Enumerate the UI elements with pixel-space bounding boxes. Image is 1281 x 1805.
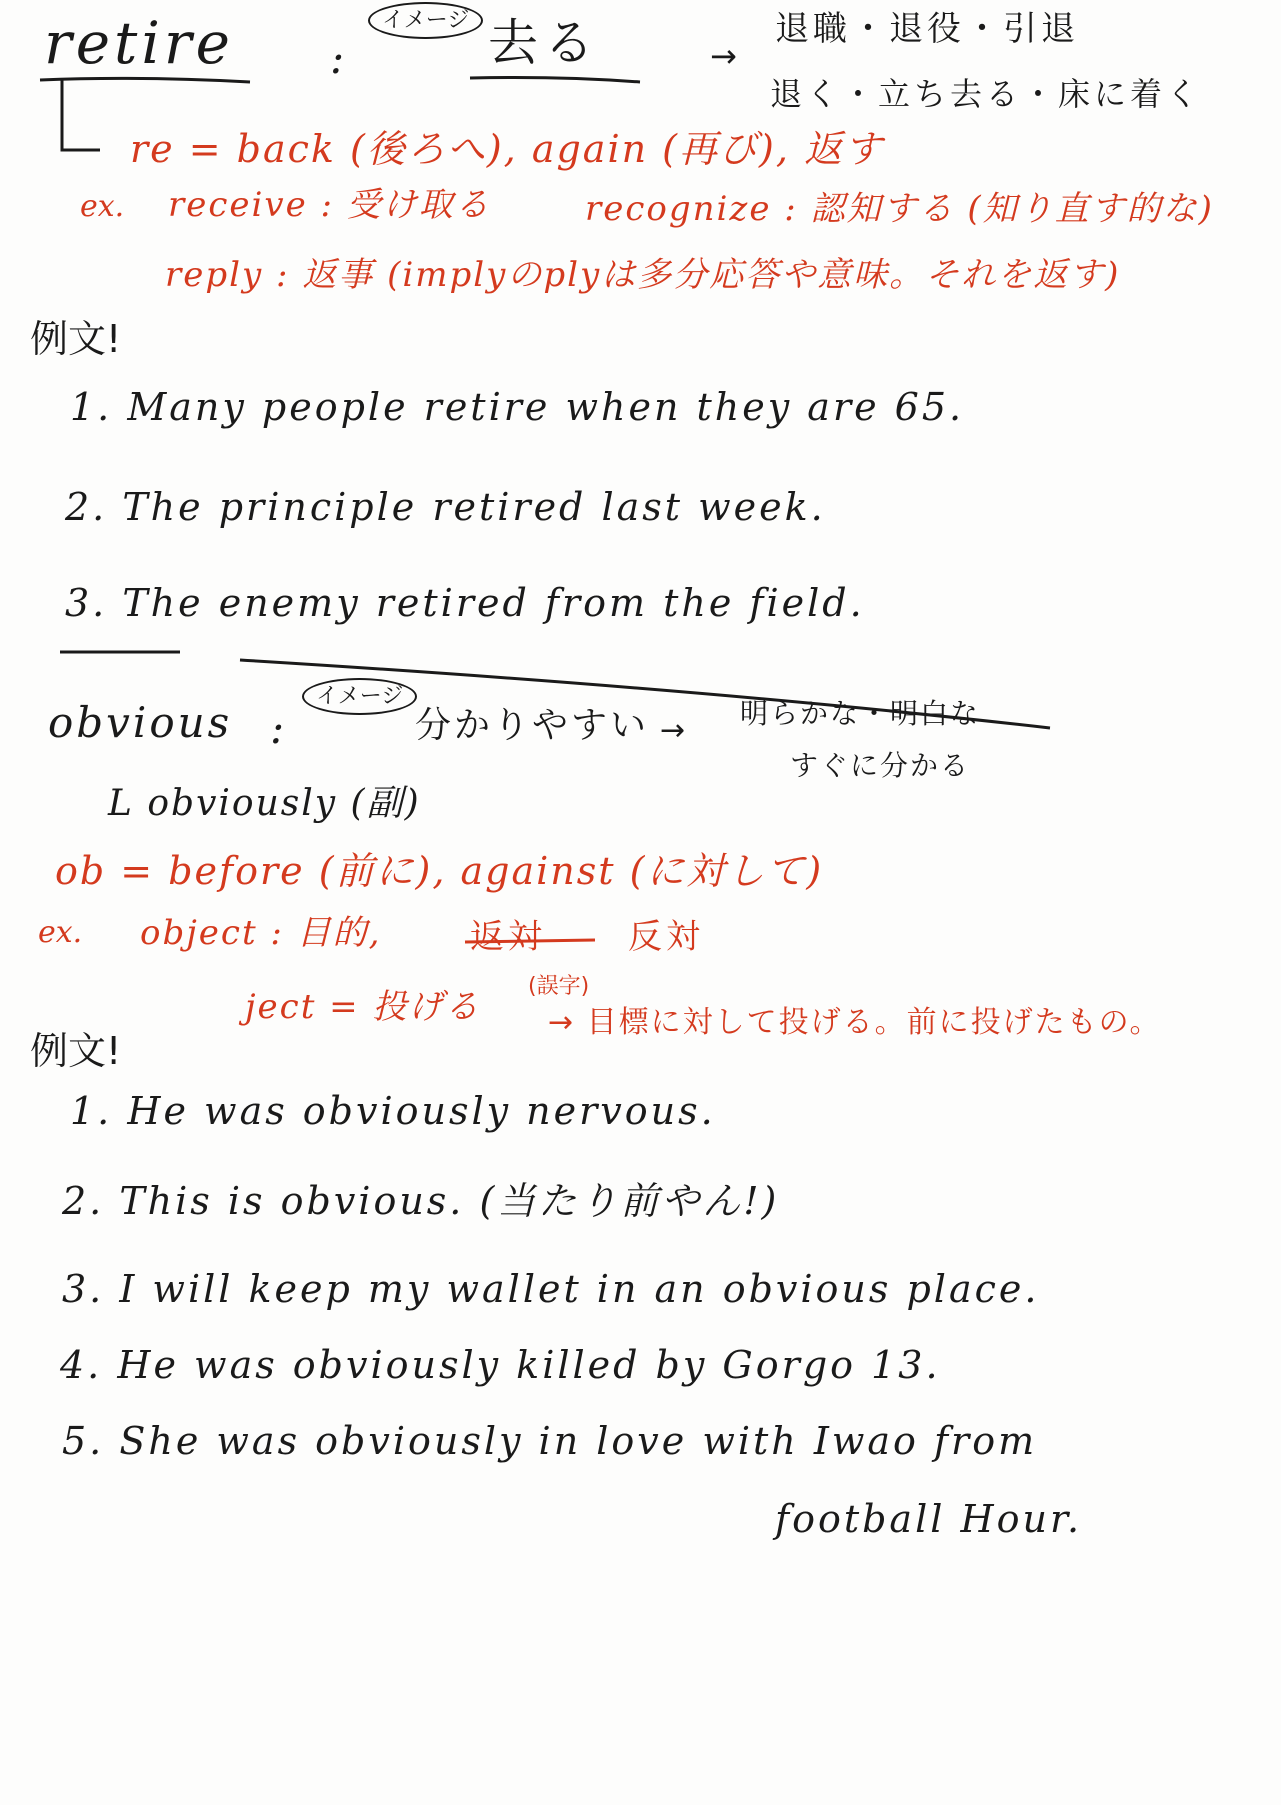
ject-line: ject = 投げる — [245, 987, 481, 1027]
ex-recognize: recognize : 認知する (知り直す的な) — [585, 189, 1214, 229]
retire-prefix: re = back (後ろへ), again (再び), 返す — [130, 127, 884, 171]
obvious-sentence-5-cont: football Hour. — [775, 1497, 1083, 1541]
retire-arrow: → — [710, 37, 737, 75]
obvious-sentence-3: 3. I will keep my wallet in an obvious place. — [62, 1267, 1040, 1311]
ex-object-correct: 反対 — [628, 917, 704, 957]
obvious-sentence-2: 2. This is obvious. (当たり前やん!) — [62, 1179, 780, 1223]
word-obvious: obvious — [48, 698, 233, 747]
obvious-sentence-5: 5. She was obviously in love with Iwao from — [62, 1419, 1038, 1463]
ject-result: → 目標に対して投げる。前に投げたもの。 — [548, 1005, 1162, 1040]
retire-bracket — [62, 78, 100, 150]
obvious-sentence-1: 1. He was obviously nervous. — [70, 1089, 716, 1133]
obvious-meanings-2: すぐに分かる — [790, 749, 971, 782]
image-badge-2-label: イメージ — [302, 678, 417, 715]
obvious-sentence-4: 4. He was obviously killed by Gorgo 13. — [60, 1343, 941, 1387]
obvious-arrow: → — [660, 713, 686, 748]
obvious-prefix: ob = before (前に), against (に対して) — [55, 849, 824, 893]
obvious-core: 分かりやすい — [415, 705, 650, 746]
obvious-ex-label: ex. — [38, 915, 83, 950]
typo-label: (誤字) — [528, 974, 590, 999]
retire-ex-label: ex. — [80, 189, 125, 224]
core-underline — [470, 78, 640, 83]
ex-receive: receive : 受け取る — [168, 185, 491, 225]
retire-colon: : — [330, 34, 348, 83]
retire-meanings-2: 退く・立ち去る・床に着く — [770, 75, 1203, 113]
obvious-colon: : — [270, 704, 288, 753]
retire-reibun-label: 例文! — [30, 317, 122, 361]
image-badge-2 — [302, 686, 417, 708]
ex-object-struck: 返対 — [470, 917, 546, 957]
image-badge-label: イメージ — [368, 2, 483, 39]
retire-sentence-1: 1. Many people retire when they are 65. — [70, 385, 965, 429]
ex-reply: reply : 返事 (implyのplyは多分応答や意味。それを返す) — [165, 255, 1121, 295]
retire-core: 去る — [488, 14, 600, 72]
obvious-reibun-label: 例文! — [30, 1029, 122, 1073]
retire-meanings-1: 退職・退役・引退 — [775, 9, 1079, 49]
obvious-meanings-1: 明らかな・明白な — [740, 697, 981, 730]
retire-underline — [40, 78, 250, 82]
word-retire: retire — [44, 9, 234, 77]
retire-sentence-2: 2. The principle retired last week. — [65, 485, 826, 529]
obvious-adverb: L obviously (副) — [108, 783, 421, 824]
image-badge — [368, 10, 483, 32]
ex-object-word: object : 目的, — [140, 913, 382, 953]
retire-sentence-3: 3. The enemy retired from the field. — [65, 581, 865, 625]
